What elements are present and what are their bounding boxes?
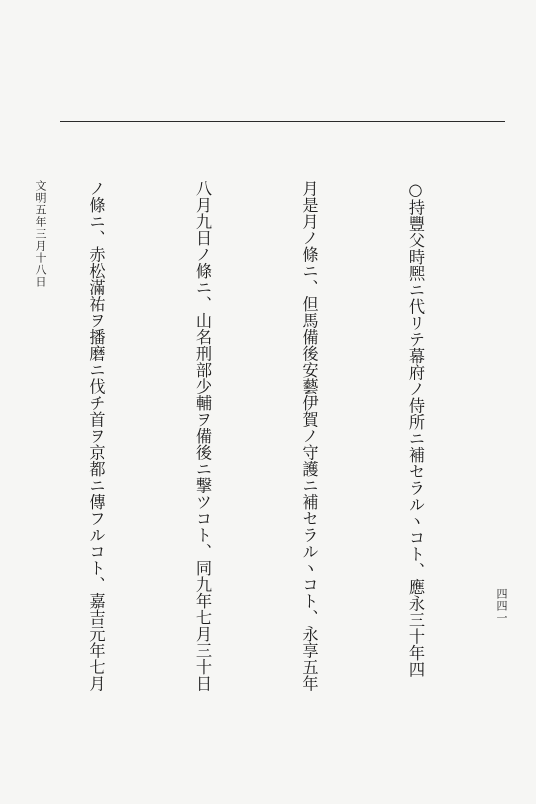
page-number: 四四一 — [495, 588, 508, 624]
body-text — [0, 180, 504, 740]
running-head: 文明五年三月十八日 — [34, 180, 47, 288]
body-line: ○持豐父時熈ニ代リテ幕府ノ侍所ニ補セラルヽコト、應永三十年四 — [406, 180, 425, 678]
top-rule — [60, 121, 505, 122]
body-line: 月是月ノ條ニ、但馬備後安藝伊賀ノ守護ニ補セラルヽコト、永享五年 — [299, 180, 319, 692]
body-line — [0, 180, 7, 740]
body-line: ノ條ニ、赤松滿祐ヲ播磨ニ伐チ首ヲ京都ニ傳フルコト、嘉吉元年七月 — [86, 180, 106, 692]
body-line: 八月九日ノ條ニ、山名刑部少輔ヲ備後ニ撃ツコト、同九年七月三十日 — [193, 180, 212, 692]
